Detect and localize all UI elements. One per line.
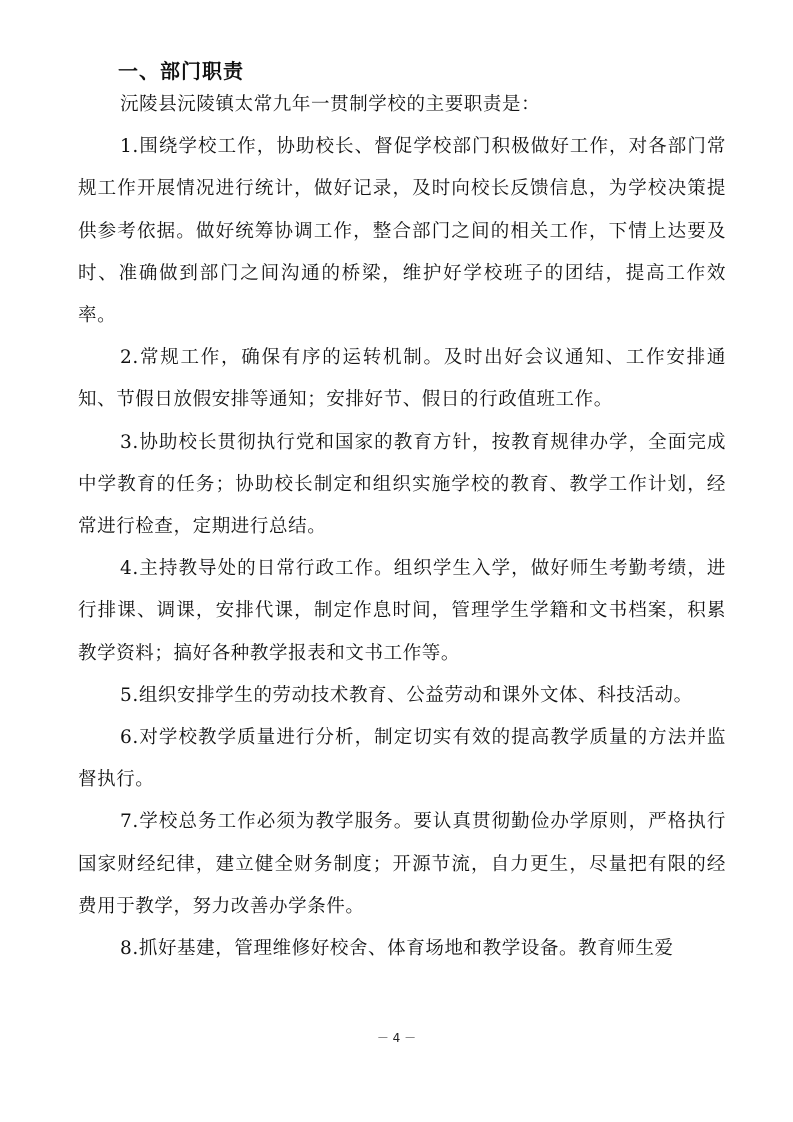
duty-item-3: 3.协助校长贯彻执行党和国家的教育方针，按教育规律办学，全面完成中学教育的任务；协助校长制定和组织实施学校的教育、教学工作计划，经常进行检查，定期进行总结。 (78, 431, 726, 538)
duty-item-6: 6.对学校教学质量进行分析，制定切实有效的提高教学质量的方法并监督执行。 (78, 727, 726, 791)
intro-paragraph: 沅陵县沅陵镇太常九年一贯制学校的主要职责是： (120, 94, 541, 115)
page-number: － 4 － (376, 1031, 417, 1045)
duty-item-4: 4.主持教导处的日常行政工作。组织学生入学，做好师生考勤考绩，进行排课、调课，安排代课，制定作息时间，管理学生学籍和文书档案，积累教学资料；搞好各种教学报表和文书工作等。 (78, 558, 726, 664)
duty-item-7: 7.学校总务工作必须为教学服务。要认真贯彻勤俭办学原则，严格执行国家财经纪律，建立健全财务制度；开源节流，自力更生，尽量把有限的经费用于教学，努力改善办学条件。 (78, 811, 726, 917)
body-text (78, 84, 726, 970)
duty-item-2: 2.常规工作，确保有序的运转机制。及时出好会议通知、工作安排通知、节假日放假安排等通知；安排好节、假日的行政值班工作。 (78, 347, 726, 411)
duty-item-5: 5.组织安排学生的劳动技术教育、公益劳动和课外文体、科技活动。 (120, 684, 693, 706)
duty-item-8: 8.抓好基建，管理维修好校舍、体育场地和教学设备。教育师生爱 (120, 938, 674, 960)
duty-item-1: 1.围绕学校工作，协助校长、督促学校部门积极做好工作，对各部门常规工作开展情况进行统计，做好记录，及时向校长反馈信息，为学校决策提供参考依据。做好统筹协调工作，整合部门之间的相关工作，下情上达要及时、准确做到部门之间沟通的桥梁，维护好学校班子的团结，提高工作效率。 (78, 136, 726, 327)
section-heading: 一、部门职责 (118, 59, 244, 83)
